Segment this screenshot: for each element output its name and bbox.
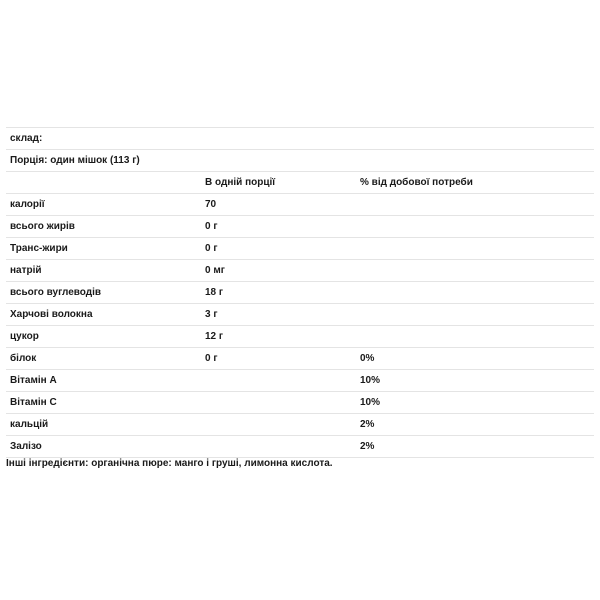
table-row [6,348,594,370]
table-row [6,414,594,436]
nutrient-name: кальцій [10,419,49,430]
table-row [6,326,594,348]
nutrient-daily-value: 0% [360,353,375,364]
nutrient-name: Вітамін А [10,375,57,386]
table-row [6,238,594,260]
nutrient-name: Вітамін С [10,397,57,408]
table-row [6,392,594,414]
nutrient-daily-value: 2% [360,419,375,430]
nutrient-name: цукор [10,331,39,342]
nutrient-amount: 0 г [205,243,218,254]
table-row [6,304,594,326]
nutrient-daily-value: 10% [360,397,381,408]
nutrient-name: натрій [10,265,42,276]
nutrient-daily-value: 10% [360,375,381,386]
nutrient-daily-value: 2% [360,441,375,452]
ingredients-text: Інші інгредієнти: органічна пюре: манго і груші, лимонна кислота. [6,458,333,469]
nutrient-name: калорії [10,199,45,210]
nutrient-amount: 0 г [205,221,218,232]
table-row [6,282,594,304]
nutrient-amount: 70 [205,199,217,210]
table-row [6,436,594,458]
header-per-serving: В одній порції [205,177,276,188]
table-header-row [6,172,594,194]
nutrient-amount: 3 г [205,309,218,320]
nutrient-amount: 0 г [205,353,218,364]
table-row [6,370,594,392]
nutrition-table [6,127,594,458]
nutrient-amount: 18 г [205,287,224,298]
table-row [6,260,594,282]
nutrient-name: Транс-жири [10,243,68,254]
header-daily-value: % від добової потреби [360,177,473,188]
composition-label: склад: [6,128,594,150]
nutrient-amount: 0 мг [205,265,225,276]
nutrient-name: білок [10,353,37,364]
nutrient-name: Харчові волокна [10,309,93,320]
nutrient-name: Залізо [10,441,42,452]
nutrient-name: всього вуглеводів [10,287,102,298]
table-row [6,194,594,216]
nutrient-name: всього жирів [10,221,75,232]
nutrient-amount: 12 г [205,331,224,342]
serving-size: Порція: один мішок (113 г) [6,150,594,172]
table-row [6,216,594,238]
